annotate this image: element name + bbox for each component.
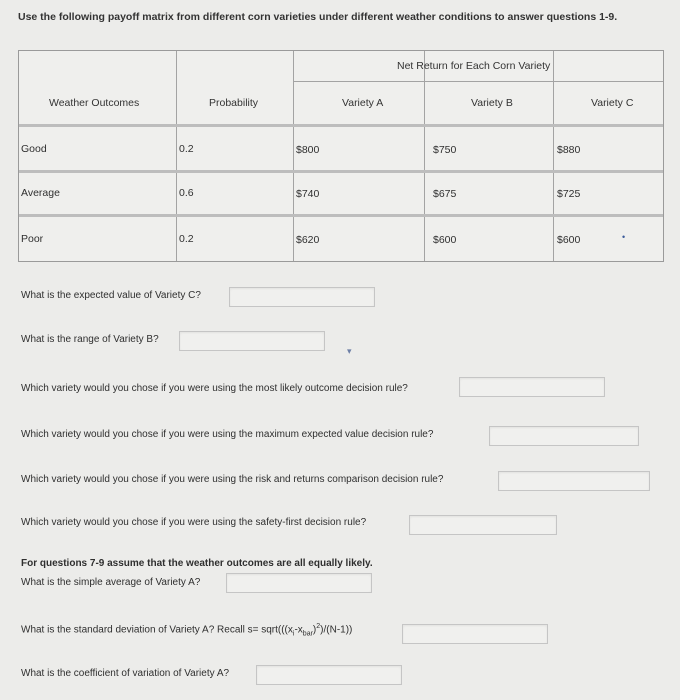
row-average-weather: Average bbox=[21, 187, 60, 199]
row-good-variety-b: $750 bbox=[433, 144, 457, 156]
column-header-variety-b: Variety B bbox=[471, 97, 513, 109]
row-good-variety-a: $800 bbox=[296, 144, 320, 156]
answer-input-std-dev-a[interactable] bbox=[402, 624, 548, 644]
payoff-matrix-table bbox=[18, 50, 664, 262]
question-simple-average-a: What is the simple average of Variety A? bbox=[21, 577, 201, 588]
column-header-variety-c: Variety C bbox=[591, 97, 634, 109]
row-good-variety-c: $880 bbox=[557, 144, 581, 156]
question-max-expected-value: Which variety would you chose if you were using the maximum expected value decision rule? bbox=[21, 429, 434, 440]
row-poor-variety-a: $620 bbox=[296, 234, 320, 246]
answer-input-simple-average-a[interactable] bbox=[226, 573, 372, 593]
note-equally-likely: For questions 7-9 assume that the weather outcomes are all equally likely. bbox=[21, 558, 373, 569]
cursor-mark-icon: ▾ bbox=[347, 346, 352, 356]
column-header-weather: Weather Outcomes bbox=[49, 97, 140, 109]
row-poor-weather: Poor bbox=[21, 233, 44, 245]
row-good-probability: 0.2 bbox=[179, 143, 194, 155]
question-std-dev-a: What is the standard deviation of Variety A? Recall $s= sqrt(((x_i-x_{bar})^2)/(N-1))$ bbox=[21, 623, 353, 638]
answer-input-expected-value-c[interactable] bbox=[229, 287, 375, 307]
row-poor-probability: 0.2 bbox=[179, 233, 194, 245]
answer-input-coefficient-variation-a[interactable] bbox=[256, 665, 402, 685]
column-header-variety-a: Variety A bbox=[342, 97, 384, 109]
answer-input-range-b[interactable] bbox=[179, 331, 325, 351]
row-average-variety-b: $675 bbox=[433, 188, 457, 200]
row-average-variety-a: $740 bbox=[296, 188, 320, 200]
row-good-weather: Good bbox=[21, 143, 47, 155]
row-average-probability: 0.6 bbox=[179, 187, 194, 199]
column-header-probability: Probability bbox=[209, 97, 259, 109]
question-coefficient-variation-a: What is the coefficient of variation of Variety A? bbox=[21, 668, 230, 679]
question-expected-value-c: What is the expected value of Variety C? bbox=[21, 290, 201, 301]
group-header-net-return: Net Return for Each Corn Variety bbox=[397, 60, 551, 72]
question-range-b: What is the range of Variety B? bbox=[21, 334, 159, 345]
row-poor-variety-b: $600 bbox=[433, 234, 457, 246]
answer-input-most-likely-outcome[interactable] bbox=[459, 377, 605, 397]
row-poor-variety-c: $600 bbox=[557, 234, 581, 246]
question-risk-returns: Which variety would you chose if you were using the risk and returns comparison decision rule? bbox=[21, 474, 444, 485]
answer-input-safety-first[interactable] bbox=[409, 515, 557, 535]
answer-input-risk-returns[interactable] bbox=[498, 471, 650, 491]
answer-input-max-expected-value[interactable] bbox=[489, 426, 639, 446]
question-most-likely-outcome: Which variety would you chose if you were using the most likely outcome decision rule? bbox=[21, 383, 408, 394]
stray-mark-icon: • bbox=[622, 232, 626, 242]
question-safety-first: Which variety would you chose if you were using the safety-first decision rule? bbox=[21, 517, 367, 528]
page-title: Use the following payoff matrix from different corn varieties under different weather conditions to answer questions 1-9. bbox=[18, 11, 618, 23]
row-average-variety-c: $725 bbox=[557, 188, 581, 200]
